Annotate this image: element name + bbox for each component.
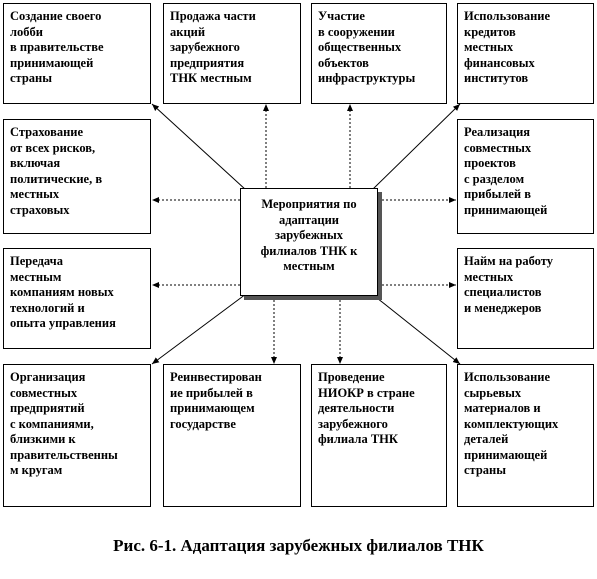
box-lobby (3, 3, 151, 104)
box-lobby-text: Создание своего лобби в правительстве принимающей страны (10, 9, 104, 85)
arrow-to-top-4 (372, 104, 460, 190)
arrow-to-bottom-1 (152, 294, 246, 364)
box-local-credits-text: Использование кредитов местных финансовых институтов (464, 9, 551, 85)
box-reinvestment (163, 364, 301, 507)
box-insurance (3, 119, 151, 234)
figure-caption: Рис. 6-1. Адаптация зарубежных филиалов ТНК (113, 536, 484, 555)
box-joint-ventures (3, 364, 151, 507)
box-rnd (311, 364, 447, 507)
box-rnd-text: Проведение НИОКР в стране деятельности зарубежного филиала ТНК (318, 370, 415, 446)
box-shares-sale-text: Продажа части акций зарубежного предприятия ТНК местным (170, 9, 256, 85)
box-center-measures (240, 188, 378, 296)
box-technology-transfer (3, 248, 151, 349)
arrow-to-top-1 (152, 104, 246, 190)
box-infrastructure (311, 3, 447, 104)
box-local-credits (457, 3, 594, 104)
arrow-to-bottom-4 (372, 294, 460, 364)
box-technology-transfer-text: Передача местным компаниям новых технологий и опыта управления (10, 254, 116, 330)
box-shares-sale (163, 3, 301, 104)
box-joint-projects-text: Реализация совместных проектов с разделом прибылей в принимающей (464, 125, 548, 217)
box-insurance-text: Страхование от всех рисков, включая политические, в местных страховых (10, 125, 103, 217)
box-local-hiring (457, 248, 594, 349)
box-joint-projects (457, 119, 594, 234)
box-reinvestment-text: Реинвестирован ие прибылей в принимающем государстве (170, 370, 262, 431)
box-infrastructure-text: Участие в сооружении общественных объектов инфраструктуры (318, 9, 416, 85)
box-local-materials (457, 364, 594, 507)
box-local-materials-text: Использование сырьевых материалов и комплектующих деталей принимающей страны (464, 370, 559, 477)
box-local-hiring-text: Найм на работу местных специалистов и менеджеров (464, 254, 553, 315)
box-joint-ventures-text: Организация совместных предприятий с компаниями, близкими к правительственны м кругам (10, 370, 118, 477)
box-center-measures-text: Мероприятия по адаптации зарубежных филиалов ТНК к местным (260, 197, 358, 273)
